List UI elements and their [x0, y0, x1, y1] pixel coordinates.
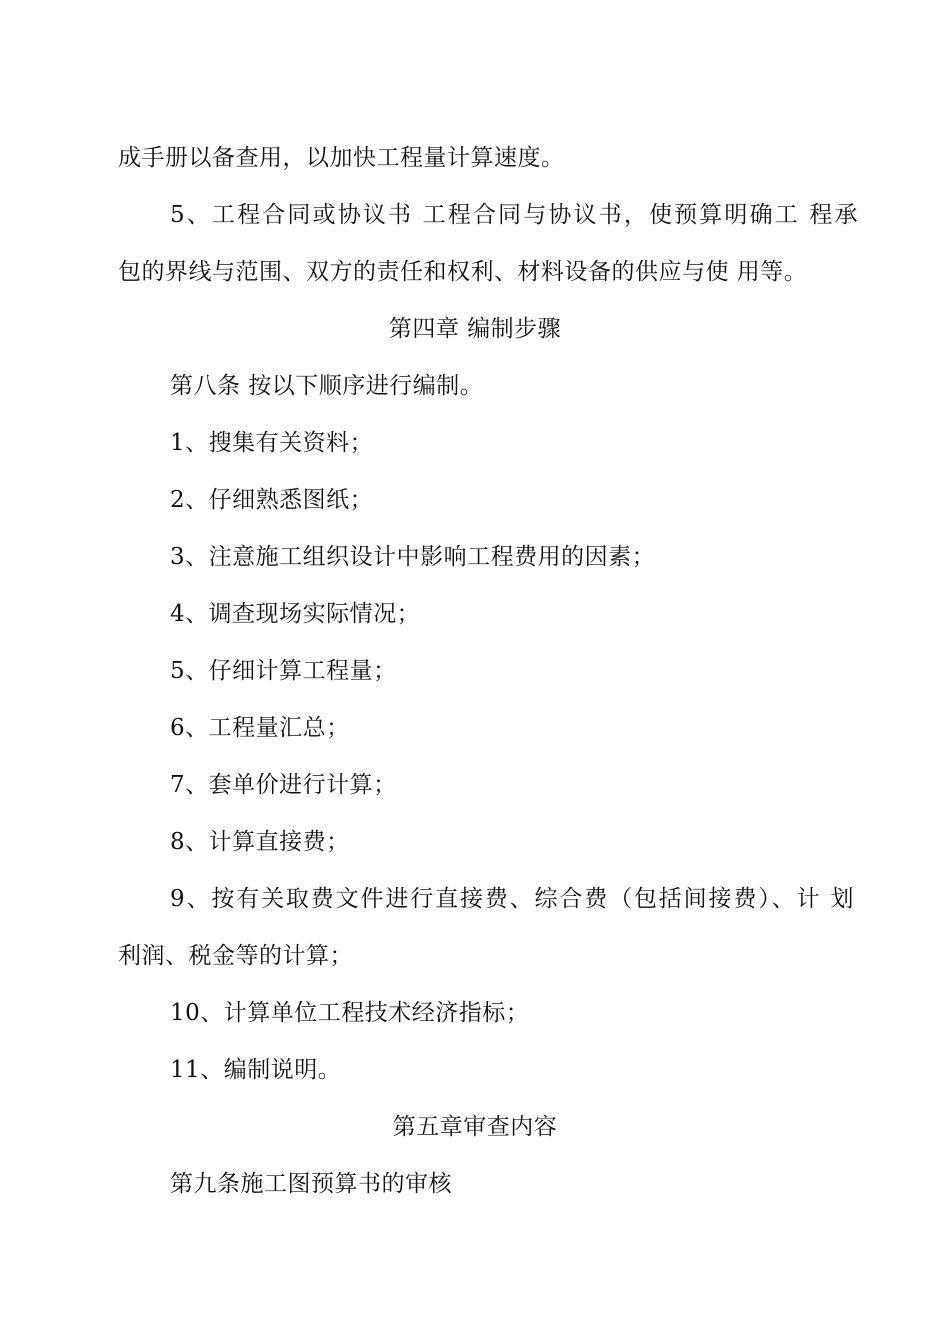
step-3: 3、注意施工组织设计中影响工程费用的因素； — [170, 544, 656, 570]
step-8: 8、计算直接费； — [170, 829, 350, 855]
chapter-heading-5: 第五章审查内容 — [392, 1114, 558, 1140]
step-11: 11、编制说明。 — [170, 1057, 342, 1083]
step-6: 6、工程量汇总； — [170, 715, 350, 741]
paragraph-item-5-contract: 5、工程合同或协议书 工程合同与协议书，使预算明确工 程承 — [170, 202, 858, 228]
article-9: 第九条施工图预算书的审核 — [170, 1171, 452, 1197]
paragraph-continuation: 成手册以备查用，以加快工程量计算速度。 — [118, 145, 565, 171]
step-1: 1、搜集有关资料； — [170, 430, 374, 456]
paragraph-item-5-contract-continuation: 包的界线与范围、双方的责任和权利、材料设备的供应与使 用等。 — [118, 259, 808, 285]
article-8: 第八条 按以下顺序进行编制。 — [170, 373, 484, 399]
step-10: 10、计算单位工程技术经济指标； — [170, 1000, 530, 1026]
step-5: 5、仔细计算工程量； — [170, 658, 397, 684]
step-9-continuation: 利润、税金等的计算； — [118, 943, 353, 969]
step-9: 9、按有关取费文件进行直接费、综合费（包括间接费）、计 划 — [170, 886, 854, 912]
chapter-heading-4: 第四章 编制步骤 — [388, 316, 562, 342]
step-2: 2、仔细熟悉图纸； — [170, 487, 374, 513]
step-7: 7、套单价进行计算； — [170, 772, 397, 798]
step-4: 4、调查现场实际情况； — [170, 601, 421, 627]
